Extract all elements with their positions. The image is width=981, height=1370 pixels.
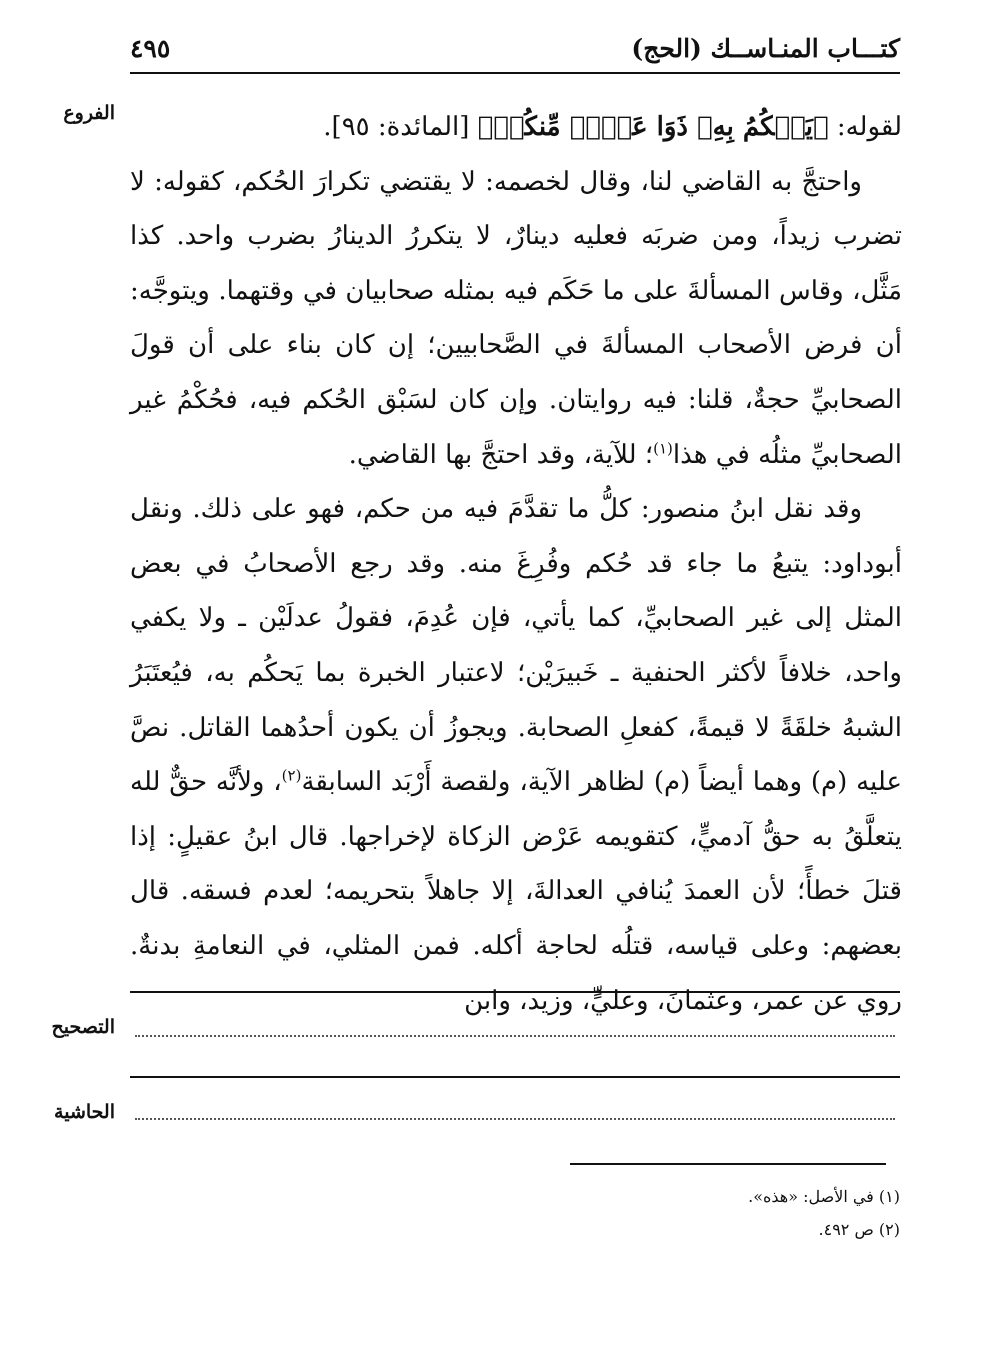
quran-verse: ﴿يَحۡكُمُ بِهِۦ ذَوَا عَدۡلٖ مِّنكُمۡ﴾ bbox=[477, 112, 829, 142]
footnote-ref-1[interactable]: (١) bbox=[653, 438, 673, 457]
paragraph-1 bbox=[130, 100, 902, 155]
section-divider-hashiya bbox=[130, 1076, 900, 1078]
footnote-2: (٢) ص ٤٩٢. bbox=[818, 1220, 900, 1239]
page-number: ٤٩٥ bbox=[130, 34, 171, 63]
paragraph-2 bbox=[130, 155, 902, 483]
footnote-1: (١) في الأصل: «هذه». bbox=[748, 1187, 900, 1206]
footnotes bbox=[560, 1180, 900, 1246]
verse-reference: [المائدة: ٩٥]. bbox=[323, 112, 478, 142]
hashiya-dotted-line bbox=[135, 1118, 895, 1120]
section-divider-tashih bbox=[130, 991, 900, 993]
p2-text-b: ؛ للآية، وقد احتجَّ بها القاضي. bbox=[348, 439, 654, 470]
margin-label-tashih: التصحيح bbox=[51, 1016, 115, 1038]
paragraph-3 bbox=[130, 482, 902, 1028]
p2-text-a: واحتجَّ به القاضي لنا، وقال لخصمه: لا يقتضي تكرارَ الحُكم، كقوله: لا تضرب زيداً، ومن ضربَه فعليه دينارٌ، لا يتكررُ الدينارُ بضرب واحد. كذا مَثَّل، وقاس المسألةَ على ما حَكَم فيه بمثله صحابيان في وقتهما. ويتوجَّه: أن فرض الأصحاب المسألةَ في الصَّحابيين؛ إن كان بناء على أن قولَ الصحابيِّ حجةٌ، قلنا: فيه روايتان. وإن كان لسَبْق الحُكم فيه، فحُكْمُ غير الصحابيِّ مثلُه في هذا bbox=[130, 166, 902, 470]
margin-label-hashiya: الحاشية bbox=[54, 1101, 115, 1123]
footnote-ref-2[interactable]: (٢) bbox=[281, 766, 302, 785]
tashih-dotted-line bbox=[135, 1035, 895, 1037]
footnote-separator bbox=[570, 1163, 886, 1165]
p1-prefix: لقوله: bbox=[828, 112, 902, 142]
p3-text-a: وقد نقل ابنُ منصور: كلُّ ما تقدَّمَ فيه من حكم، فهو على ذلك. ونقل أبوداود: يتبعُ ما جاء قد حُكم وفُرِغَ منه. وقد رجع الأصحابُ في بعض المثل إلى غير الصحابيِّ، كما يأتي، فإن عُدِمَ، فقولُ عدلَيْن ـ ولا يكفي واحد، خلافاً لأكثر الحنفية ـ خَبيرَيْن؛ لاعتبار الخبرة بما يَحكُم به، فيُعتَبَرُ الشبهُ خلقَةً لا قيمةً، كفعلِ الصحابة. ويجوزُ أن يكون أحدُهما القاتل. نصَّ عليه (م) وهما أيضاً (م) لظاهر الآية، ولقصة أَرْبَد السابقة bbox=[130, 494, 902, 798]
margin-label-furu: الفروع bbox=[63, 102, 115, 124]
page-header bbox=[130, 30, 900, 74]
main-text bbox=[130, 100, 902, 1028]
p3-text-b: ، ولأنَّه حقٌّ لله يتعلَّقُ به حقُّ آدميٍّ، كتقويمه عَرْض الزكاة لإخراجها. قال ابنُ عقيلٍ: إذا قتلَ خطأً؛ لأن العمدَ يُنافي العدالةَ، إلا جاهلاً بتحريمه؛ لعدم فسقه. قال بعضهم: وعلى قياسه، قتلُه لحاجة أكله. فمن المثلي، في النعامةِ بدنةٌ. روي عن عمر، وعثمانَ، وعليٍّ، وزيد، وابن bbox=[130, 767, 902, 1016]
running-title: كتـــاب المنـاســك (الحج) bbox=[631, 34, 900, 63]
